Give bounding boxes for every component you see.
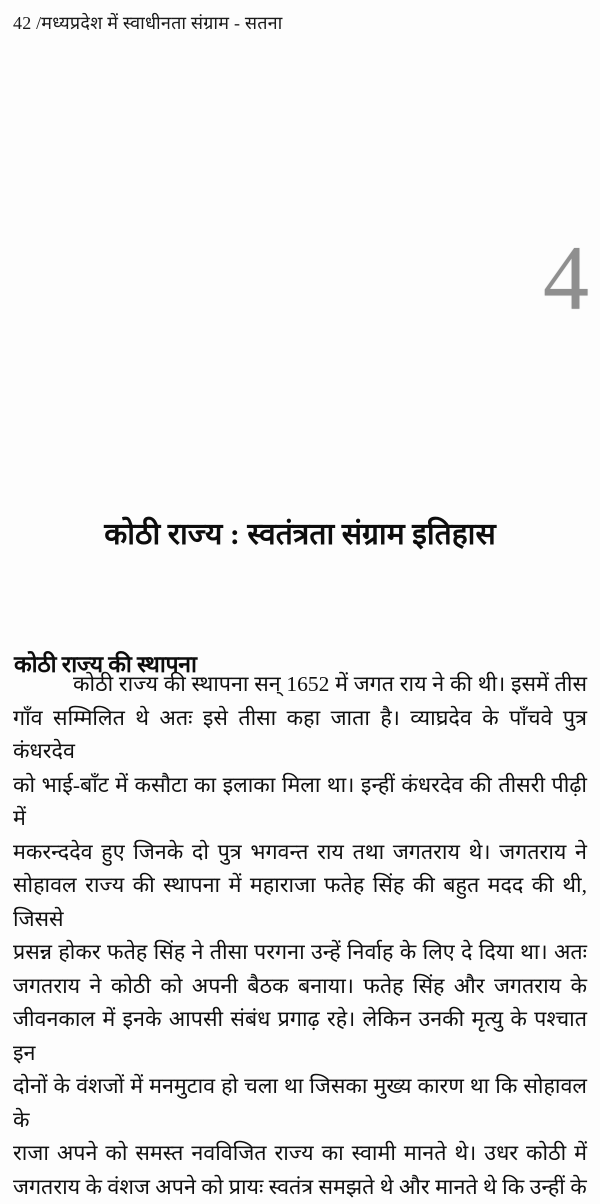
- paragraph-line: जीवनकाल में इनके आपसी संबंध प्रगाढ़ रहे। लेकिन उनकी मृत्यु के पश्चात इन: [13, 1003, 587, 1070]
- paragraph-line: गाँव सम्मिलित थे अतः इसे तीसा कहा जाता है। व्याघ्रदेव के पाँचवे पुत्र कंधरदेव: [13, 702, 587, 769]
- paragraph-line: मकरन्ददेव हुए जिनके दो पुत्र भगवन्त राय तथा जगतराय थे। जगतराय ने: [13, 836, 587, 870]
- paragraph-line: जगतराय ने कोठी को अपनी बैठक बनाया। फतेह सिंह और जगतराय के: [13, 970, 587, 1004]
- paragraph-line: सोहावल राज्य की स्थापना में महाराजा फतेह सिंह की बहुत मदद की थी, जिससे: [13, 869, 587, 936]
- paragraph-line: जगतराय के वंशज अपने को प्रायः स्वतंत्र समझते थे और मानते थे कि उन्हीं के: [13, 1171, 587, 1204]
- paragraph-line: कोठी राज्य की स्थापना सन् 1652 में जगत राय ने की थी। इसमें तीस: [13, 668, 587, 702]
- chapter-title: कोठी राज्य : स्वतंत्रता संग्राम इतिहास: [0, 514, 600, 556]
- paragraph-line: को भाई-बाँट में कसौटा का इलाका मिला था। इन्हीं कंधरदेव की तीसरी पीढ़ी में: [13, 769, 587, 836]
- paragraph-line: प्रसन्न होकर फतेह सिंह ने तीसा परगना उन्हें निर्वाह के लिए दे दिया था। अतः: [13, 936, 587, 970]
- paragraph: [13, 668, 587, 1204]
- chapter-number: 4: [543, 232, 589, 324]
- section-heading: कोठी राज्य की स्थापना: [14, 647, 197, 679]
- page-header: 42 /मध्यप्रदेश में स्वाधीनता संग्राम - सतना: [13, 11, 587, 35]
- paragraph-line: दोनों के वंशजों में मनमुटाव हो चला था जिसका मुख्य कारण था कि सोहावल के: [13, 1070, 587, 1137]
- paragraph-line: राजा अपने को समस्त नवविजित राज्य का स्वामी मानते थे। उधर कोठी में: [13, 1137, 587, 1171]
